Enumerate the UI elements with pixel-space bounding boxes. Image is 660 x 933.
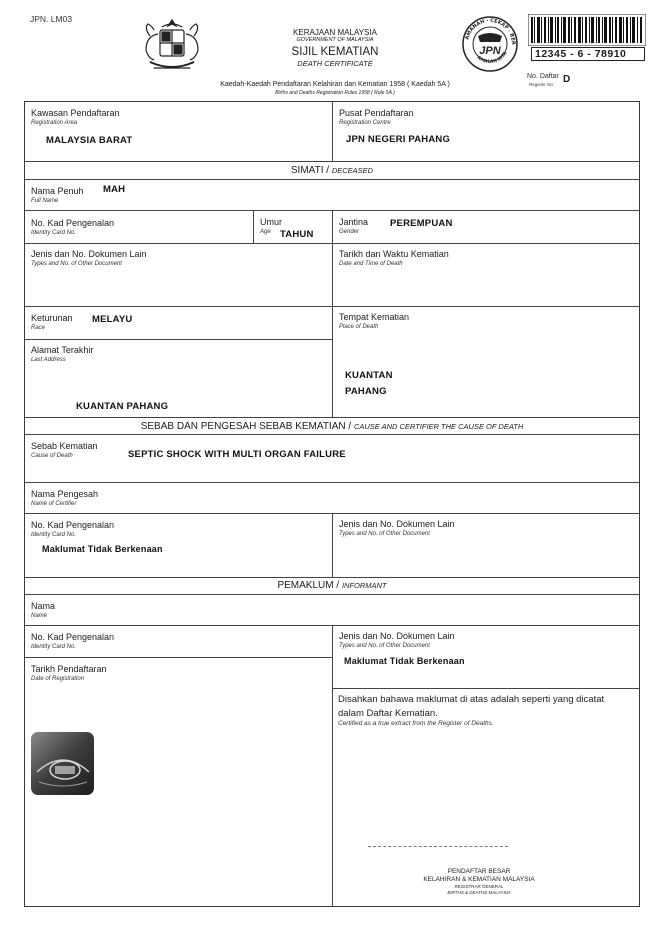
certificate-title-en: DEATH CERTIFICATE	[297, 59, 373, 68]
column-divider	[332, 513, 333, 577]
row-divider	[24, 161, 640, 162]
deceased-section-title	[25, 165, 639, 176]
last-address-label: Alamat Terakhir	[31, 345, 94, 355]
certificate-title: SIJIL KEMATIAN	[291, 46, 379, 58]
certifier-other-doc-label: Jenis dan No. Dokumen Lain	[339, 519, 455, 529]
last-address-value: KUANTAN PAHANG	[76, 401, 169, 412]
place-of-death-label: Tempat Kematian	[339, 312, 410, 322]
informant-other-doc-label-en: Types and No. of Other Document	[339, 643, 430, 649]
certifier-ic-value: Maklumat Tidak Berkenaan	[42, 544, 163, 554]
coat-of-arms-icon	[136, 16, 208, 74]
column-divider	[332, 625, 333, 907]
informant-other-doc-value: Maklumat Tidak Berkenaan	[344, 656, 465, 666]
deceased-title-en: DECEASED	[331, 166, 374, 175]
row-divider	[24, 594, 640, 595]
jpn-logo	[460, 14, 520, 74]
certifier-name-label-en: Name of Certifier	[31, 501, 77, 507]
row-divider	[332, 688, 640, 689]
deceased-ic-label-en: Identity Card No.	[31, 230, 77, 236]
age-label-en: Age	[260, 229, 271, 235]
row-divider	[24, 657, 332, 658]
informant-name-label-en: Name	[31, 613, 48, 619]
informant-other-doc-label: Jenis dan No. Dokumen Lain	[339, 631, 455, 641]
cause-of-death-value: SEPTIC SHOCK WITH MULTI ORGAN FAILURE	[128, 449, 346, 460]
column-divider	[253, 210, 254, 243]
race-label: Keturunan	[31, 313, 73, 323]
place-of-death-value-1: KUANTAN	[345, 370, 393, 381]
row-divider	[24, 434, 640, 435]
cause-section-title	[25, 421, 639, 432]
jpn-logo-ring-text: AMANAH · CEKAP · BER	[464, 17, 517, 45]
cause-title-ms: SEBAB DAN PENGESAH SEBAB KEMATIAN /	[140, 421, 352, 432]
race-value: MELAYU	[92, 314, 133, 325]
informant-title-en: INFORMANT	[341, 581, 387, 590]
row-divider	[24, 482, 640, 483]
cause-title-en: CAUSE AND CERTIFIER THE CAUSE OF DEATH	[353, 422, 524, 431]
certification-text-en: Certified as a true extract from the Register of Deaths.	[338, 720, 494, 727]
death-datetime-label: Tarikh dan Waktu Kematian	[339, 249, 449, 259]
row-divider	[24, 339, 332, 340]
registrar-title: PENDAFTAR BESAR	[447, 868, 511, 875]
death-datetime-label-en: Date and Time of Death	[339, 261, 403, 267]
registration-area-value: MALAYSIA BARAT	[46, 135, 133, 146]
rules-reference: Kaedah-Kaedah Pendaftaran Kelahiran dan Kematian 1958 ( Kaedah 5A )	[220, 81, 450, 88]
registrar-office-en: BIRTHS & DEATHS MALAYSIA	[447, 890, 511, 895]
column-divider	[332, 101, 333, 161]
certifier-ic-label: No. Kad Pengenalan	[31, 520, 115, 530]
registration-centre-label-en: Registration Centre	[339, 120, 391, 126]
register-no-label: No. Daftar	[527, 73, 559, 80]
registration-centre-label: Pusat Pendaftaran	[339, 108, 414, 118]
informant-ic-label: No. Kad Pengenalan	[31, 632, 115, 642]
age-label: Umur	[260, 217, 282, 227]
certification-text: Disahkan bahawa maklumat di atas adalah seperti yang dicatat dalam Daftar Kematian.	[338, 694, 605, 719]
certifier-name-label: Nama Pengesah	[31, 489, 99, 499]
gender-label: Jantina	[339, 217, 369, 227]
deceased-other-doc-label-en: Types and No. of Other Document	[31, 261, 122, 267]
registration-area-label-en: Registration Area	[31, 120, 78, 126]
government-name-en: GOVERNMENT OF MALAYSIA	[296, 37, 374, 43]
informant-section-title	[25, 580, 639, 591]
registration-date-label-en: Date of Registration	[31, 676, 85, 682]
informant-name-label: Nama	[31, 601, 56, 611]
gender-value: PEREMPUAN	[390, 218, 453, 229]
jpn-logo-motto: AMALAN KITA	[475, 51, 509, 65]
informant-ic-label-en: Identity Card No.	[31, 644, 77, 650]
jpn-logo-text: JPN	[479, 45, 501, 57]
place-of-death-label-en: Place of Death	[339, 324, 379, 330]
barcode-icon	[528, 14, 646, 46]
last-address-label-en: Last Address	[31, 357, 66, 363]
full-name-label: Nama Penuh	[31, 186, 84, 196]
hologram-seal-icon	[31, 732, 94, 795]
place-of-death-value-2: PAHANG	[345, 386, 387, 397]
form-code: JPN. LM03	[30, 14, 73, 24]
registration-area-label: Kawasan Pendaftaran	[31, 108, 120, 118]
age-value: TAHUN	[280, 229, 314, 240]
registration-centre-value: JPN NEGERI PAHANG	[346, 134, 451, 145]
row-divider	[24, 577, 640, 578]
full-name-label-en: Full Name	[31, 198, 59, 204]
deceased-ic-label: No. Kad Pengenalan	[31, 218, 115, 228]
certifier-ic-label-en: Identity Card No.	[31, 532, 77, 538]
registrar-title-en: REGISTRAR GENERAL	[454, 884, 504, 889]
register-no-label-en: Register No.	[529, 82, 555, 87]
certifier-other-doc-label-en: Types and No. of Other Document	[339, 531, 430, 537]
race-label-en: Race	[31, 325, 46, 331]
column-divider	[332, 210, 333, 417]
row-divider	[24, 417, 640, 418]
deceased-other-doc-label: Jenis dan No. Dokumen Lain	[31, 249, 147, 259]
signature-line	[368, 846, 508, 847]
cause-of-death-label: Sebab Kematian	[31, 441, 98, 451]
registration-date-label: Tarikh Pendaftaran	[31, 664, 107, 674]
deceased-title-ms: SIMATI /	[290, 165, 330, 176]
informant-title-ms: PEMAKLUM /	[277, 580, 340, 591]
certificate-number: 12345 - 6 - 78910	[531, 47, 645, 61]
gender-label-en: Gender	[339, 229, 360, 235]
rules-reference-en: Births and Deaths Registration Rules 1958 ( Rule 5A )	[275, 90, 395, 96]
row-divider	[24, 179, 640, 180]
government-name: KERAJAAN MALAYSIA	[293, 28, 377, 37]
registrar-office: KELAHIRAN & KEMATIAN MALAYSIA	[423, 876, 535, 883]
cause-of-death-label-en: Cause of Death	[31, 453, 73, 459]
register-no-value: D	[563, 74, 571, 85]
full-name-value: MAH	[103, 184, 126, 195]
